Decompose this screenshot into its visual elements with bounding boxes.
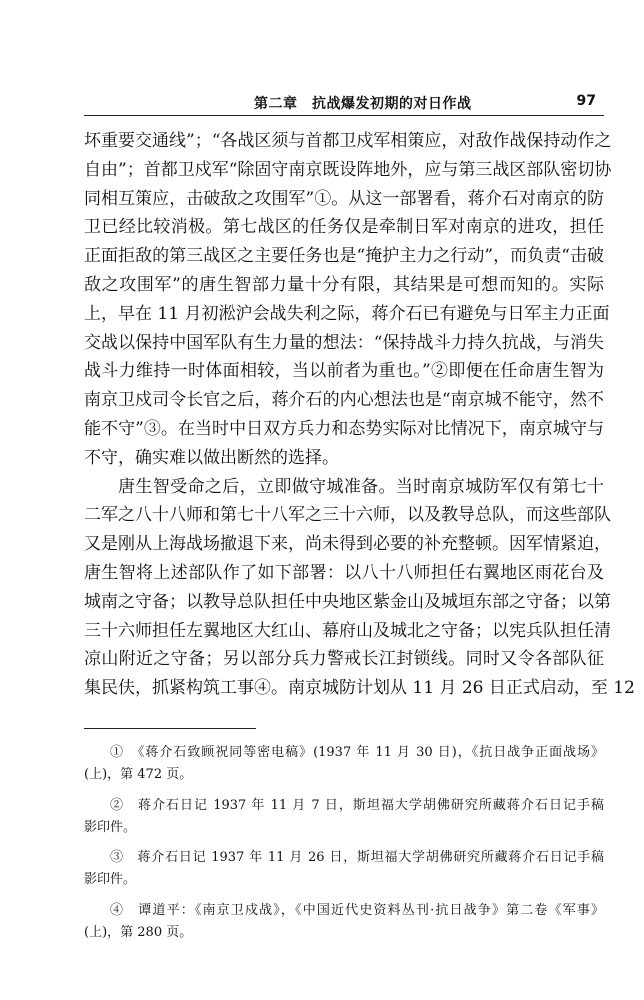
footnote-divider bbox=[84, 728, 256, 729]
body-line: 自由”；首都卫戍军“除固守南京既设阵地外，应与第三战区部队密切协 bbox=[84, 159, 612, 180]
body-line: 集民伕，抓紧构筑工事④。南京城防计划从 11 月 26 日正式启动，至 12 bbox=[84, 678, 635, 699]
footnote-line: (上)，第 472 页。 bbox=[84, 767, 193, 783]
body-line: 城南之守备；以教导总队担任中央地区紫金山及城垣东部之守备；以第 bbox=[84, 591, 611, 612]
footnote-line: 影印件。 bbox=[84, 872, 137, 888]
body-line: 正面拒敌的第三战区之主要任务也是“掩护主力之行动”，而负责“击破 bbox=[84, 246, 604, 267]
body-text bbox=[84, 127, 635, 703]
footnote-line: ① 《蒋介石致顾祝同等密电稿》(1937 年 11 月 30 日)，《抗日战争正面战场》 bbox=[110, 745, 604, 760]
body-line: 又是刚从上海战场撤退下来，尚未得到必要的补充整顿。因军情紧迫， bbox=[84, 534, 611, 555]
running-header bbox=[84, 93, 604, 116]
body-line: 凉山附近之守备；另以部分兵力警戒长江封锁线。同时又令各部队征 bbox=[84, 649, 604, 670]
body-line: 战斗力维持一时体面相较，当以前者为重也。”②即便在任命唐生智为 bbox=[84, 361, 604, 382]
body-line: 能不守”③。在当时中日双方兵力和态势实际对比情况下，南京城守与 bbox=[84, 418, 604, 439]
chapter-title: 第二章 抗战爆发初期的对日作战 bbox=[254, 96, 472, 112]
footnote-2 bbox=[84, 795, 604, 840]
footnote-line: ③ 蒋介石日记 1937 年 11 月 26 日，斯坦福大学胡佛研究所藏蒋介石日记手稿 bbox=[110, 850, 604, 866]
footnote-4 bbox=[84, 900, 604, 945]
body-line: 南京卫戍司令长官之后，蒋介石的内心想法也是“南京城不能守，然不 bbox=[84, 390, 604, 411]
body-line: 卫已经比较消极。第七战区的任务仅是牵制日军对南京的进攻，担任 bbox=[84, 217, 604, 238]
body-line: 二军之八十八师和第七十八军之三十六师，以及教导总队，而这些部队 bbox=[84, 505, 611, 526]
footnotes bbox=[84, 742, 604, 952]
body-line: 唐生智将上述部队作了如下部署：以八十八师担任右翼地区雨花台及 bbox=[84, 562, 604, 583]
footnote-3 bbox=[84, 847, 604, 892]
body-line: 上，早在 11 月初淞沪会战失利之际，蒋介石已有避免与日军主力正面 bbox=[84, 303, 610, 324]
footnote-line: (上)，第 280 页。 bbox=[84, 925, 193, 941]
footnote-line: ② 蒋介石日记 1937 年 11 月 7 日，斯坦福大学胡佛研究所藏蒋介石日记手稿 bbox=[110, 797, 604, 813]
body-line: 同相互策应，击破敌之攻围军”①。从这一部署看，蒋介石对南京的防 bbox=[84, 188, 604, 209]
body-line: 三十六师担任左翼地区大红山、幕府山及城北之守备；以宪兵队担任清 bbox=[84, 620, 611, 641]
footnote-line: 影印件。 bbox=[84, 819, 137, 835]
body-line: 交战以保持中国军队有生力量的想法：“保持战斗力持久抗战，与消失 bbox=[84, 332, 604, 353]
footnote-1 bbox=[84, 742, 604, 787]
footnote-line: ④ 谭道平：《南京卫戍战》，《中国近代史资料丛刊·抗日战争》第二卷《军事》 bbox=[110, 902, 604, 918]
paragraph-start-line: 唐生智受命之后，立即做守城准备。当时南京城防军仅有第七十 bbox=[118, 476, 604, 497]
page-number: 97 bbox=[576, 93, 596, 109]
body-line: 坏重要交通线”；“各战区须与首都卫戍军相策应，对敌作战保持动作之 bbox=[84, 131, 612, 151]
body-line: 敌之攻围军”的唐生智部力量十分有限，其结果是可想而知的。实际 bbox=[84, 274, 604, 295]
body-line: 不守，确实难以做出断然的选择。 bbox=[84, 447, 339, 468]
